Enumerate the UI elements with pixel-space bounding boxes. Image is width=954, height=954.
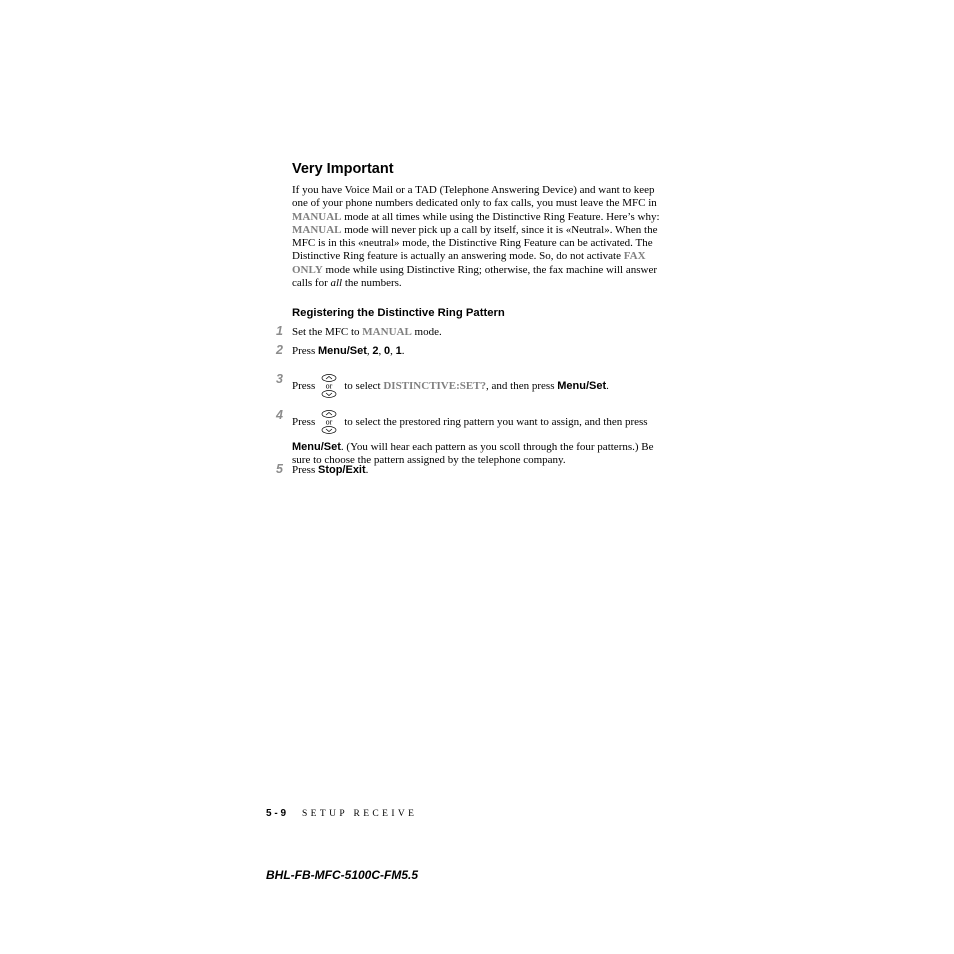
or-label: or	[325, 381, 333, 391]
step-number: 4	[276, 408, 283, 422]
document-id: BHL-FB-MFC-5100C-FM5.5	[266, 868, 419, 882]
intro-paragraph	[292, 184, 664, 290]
step-text	[292, 345, 664, 358]
step-text-part: mode.	[411, 326, 442, 338]
step-text	[292, 326, 664, 339]
or-label: or	[325, 417, 333, 427]
step-text-part: .	[606, 380, 609, 392]
key-0: 0	[384, 345, 391, 357]
step-text	[292, 464, 664, 477]
section-heading: Very Important	[292, 161, 394, 177]
intro-text: If you have Voice Mail or a TAD (Telephone Answering Device) and want to keep one of your phone numbers dedicated only to fax calls, you must leave the MFC in	[292, 184, 657, 210]
step-number: 2	[276, 343, 283, 357]
key-menu-set: Menu/Set	[317, 345, 367, 357]
key-menu-set: Menu/Set	[557, 380, 607, 392]
lcd-text-manual: MANUAL	[292, 223, 342, 236]
lcd-text-manual: MANUAL	[362, 326, 412, 338]
intro-text: mode will never pick up a call by itself, since it is «Neutral». When the MFC is in this «neutral» mode, the Distinctive Ring Feature can be activated. The Distinctive Ring feature is actually an answering mode. So, do not activate	[292, 223, 658, 263]
intro-emphasis: all	[330, 277, 343, 290]
step-number: 1	[276, 324, 283, 338]
lcd-text-fax-only: FAX ONLY	[292, 250, 646, 276]
intro-text: the numbers.	[342, 277, 402, 290]
step-text	[292, 410, 664, 468]
step-text-part: ,	[390, 345, 396, 357]
step-text-part: to select the prestored ring pattern you want to assign, and then press	[344, 416, 648, 428]
key-2: 2	[372, 345, 379, 357]
step-number: 3	[276, 372, 283, 386]
step-text-part: Press	[292, 380, 316, 392]
step-text-part: ,	[366, 345, 373, 357]
step-text	[292, 374, 664, 398]
key-1: 1	[395, 345, 402, 357]
step-number: 5	[276, 462, 283, 476]
step-text-part: ,	[378, 345, 385, 357]
step-text-part: .	[401, 345, 405, 357]
lcd-text-distinctive-set: DISTINCTIVE:SET?	[383, 380, 487, 392]
key-menu-set: Menu/Set	[292, 441, 341, 453]
chapter-title: SETUP RECEIVE	[302, 809, 418, 819]
key-stop-exit: Stop/Exit	[317, 464, 366, 476]
step-text-part: Press	[292, 416, 316, 428]
page-number: 5 - 9	[266, 808, 287, 819]
step-text-part: .	[365, 464, 369, 476]
subheading: Registering the Distinctive Ring Pattern	[292, 307, 505, 319]
step-text-part: to select	[344, 380, 384, 392]
intro-text: mode while using Distinctive Ring; otherwise, the fax machine will answer calls for	[292, 263, 657, 290]
up-down-arrow-keys-icon	[320, 410, 338, 434]
step-text-part: . (You will hear each pattern as you scoll through the four patterns.) Be sure to choose the pattern assigned by the telephone company.	[292, 441, 654, 467]
up-down-arrow-keys-icon	[320, 374, 338, 398]
intro-text: mode at all times while using the Distinctive Ring Feature. Here’s why:	[341, 210, 660, 223]
step-text-part: , and then press	[486, 380, 558, 392]
step-text-part: Press	[292, 464, 318, 476]
lcd-text-manual: MANUAL	[292, 210, 342, 223]
step-text-part: Press	[292, 345, 318, 357]
step-text-part: Set the MFC to	[292, 326, 363, 338]
